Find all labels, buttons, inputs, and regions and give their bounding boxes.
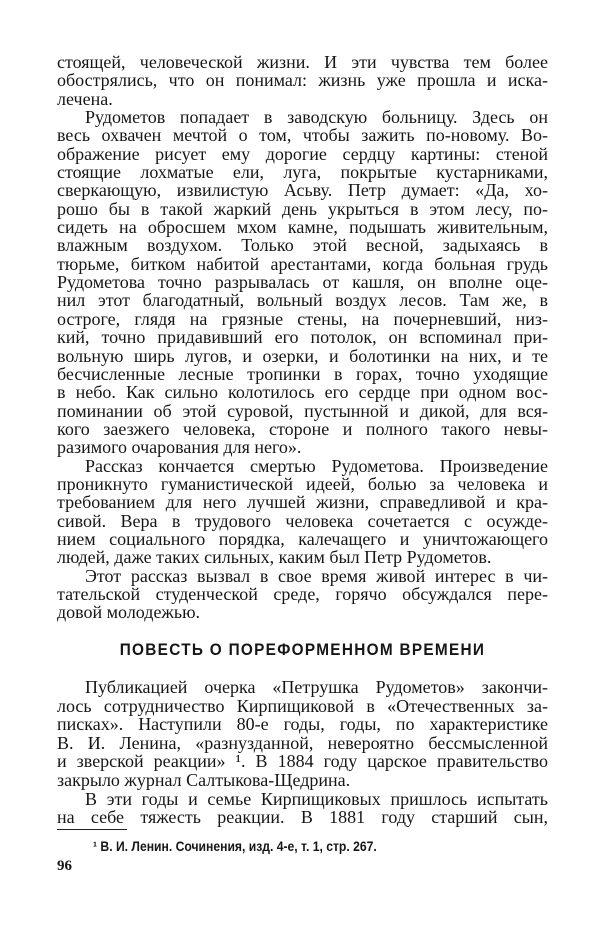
text-line: и зверской реакции» ¹. В 1884 году царское правительство: [57, 751, 548, 772]
text-line: нил этот благодатный, вольный воздух лесов. Там же, в: [57, 290, 548, 311]
text-line: нием социального порядка, калечащего и уничтожающего: [57, 528, 548, 549]
text-line: кого заезжего человека, стороне и полного такого невы-: [57, 418, 548, 439]
text-line: Рассказ кончается смертью Рудометова. Произведение: [85, 455, 548, 476]
text-line: вольную ширь лугов, и озерки, и болотинки на них, и те: [57, 345, 548, 366]
text-line: стоящей, человеческой жизни. И эти чувства тем более: [57, 52, 548, 72]
page-number: 96: [57, 858, 72, 874]
text-line: Рудометов попадает в заводскую больницу. Здесь он: [85, 107, 548, 128]
text-line: закрыло журнал Салтыкова-Щедрина.: [57, 769, 351, 790]
footnote-divider: [57, 829, 127, 830]
text-line: рошо бы в такой жаркий день укрыться в этом лесу, по-: [57, 198, 548, 219]
body-text-top: [57, 53, 548, 622]
text-line: на себе тяжесть реакции. В 1881 году старший сын,: [57, 807, 548, 828]
text-line: Этот рассказ вызвал в свое время живой интерес в чи-: [85, 565, 548, 586]
footnote: ¹ В. И. Ленин. Сочинения, изд. 4-е, т. 1, стр. 267.: [93, 839, 377, 854]
text-line: ображение рисует ему дорогие сердцу картины: стеной: [57, 143, 548, 164]
text-line: разимого очарования для него».: [57, 437, 302, 458]
text-line: проникнуто гуманистической идеей, болью за человека и: [57, 473, 548, 494]
text-line: влажным воздухом. Только этой весной, задыхаясь в: [57, 235, 548, 256]
text-line: Публикацией очерка «Петрушка Рудометов» закончи-: [85, 677, 548, 697]
text-line: в небо. Как сильно колотилось его сердце при одном вос-: [57, 382, 548, 403]
text-line: довой молодежью.: [57, 602, 201, 623]
body-text-bottom: [57, 678, 548, 827]
text-line: сивой. Вера в трудового человека сочетается с осужде-: [57, 510, 548, 531]
text-line: сверкающую, извилистую Асьву. Петр думает: «Да, хо-: [57, 180, 548, 201]
text-line: сидеть на обросшем мхом камне, подышать живительным,: [57, 217, 548, 238]
text-line: В эти годы и семье Кирпищиковых пришлось испытать: [85, 788, 548, 809]
text-line: тательской студенческой среде, горячо обсуждался пере-: [57, 583, 548, 604]
text-line: стоящие лохматые ели, луга, покрытые кустарниками,: [57, 162, 548, 183]
section-heading: ПОВЕСТЬ О ПОРЕФОРМЕННОМ ВРЕМЕНИ: [119, 641, 486, 659]
text-line: тюрьме, битком набитой арестантами, когда больная грудь: [57, 253, 548, 274]
text-line: людей, даже таких сильных, каким был Петр Рудометов.: [57, 547, 492, 568]
text-line: В. И. Ленина, «разнузданной, невероятно бессмысленной: [57, 732, 548, 753]
text-line: лечена.: [57, 88, 113, 109]
text-line: требованием для него лучшей жизни, справедливой и кра-: [57, 492, 548, 513]
text-line: писках». Наступили 80-е годы, годы, по характеристике: [57, 714, 548, 735]
text-line: бесчисленные лесные тропинки в горах, точно уходящие: [57, 363, 548, 384]
text-line: остроге, глядя на грязные стены, на почерневший, низ-: [57, 308, 548, 329]
text-line: лось сотрудничество Кирпищиковой в «Отечественных за-: [57, 695, 548, 716]
text-line: обострялись, что он понимал: жизнь уже прошла и иска-: [57, 70, 548, 91]
text-line: весь охвачен мечтой о том, чтобы зажить по-новому. Во-: [57, 125, 548, 146]
text-line: кий, точно придавивший его потолок, он вспоминал при-: [57, 327, 548, 348]
text-line: Рудометова точно разрывалась от кашля, он вполне оце-: [57, 272, 548, 293]
text-line: поминании об этой суровой, пустынной и дикой, для вся-: [57, 400, 548, 421]
